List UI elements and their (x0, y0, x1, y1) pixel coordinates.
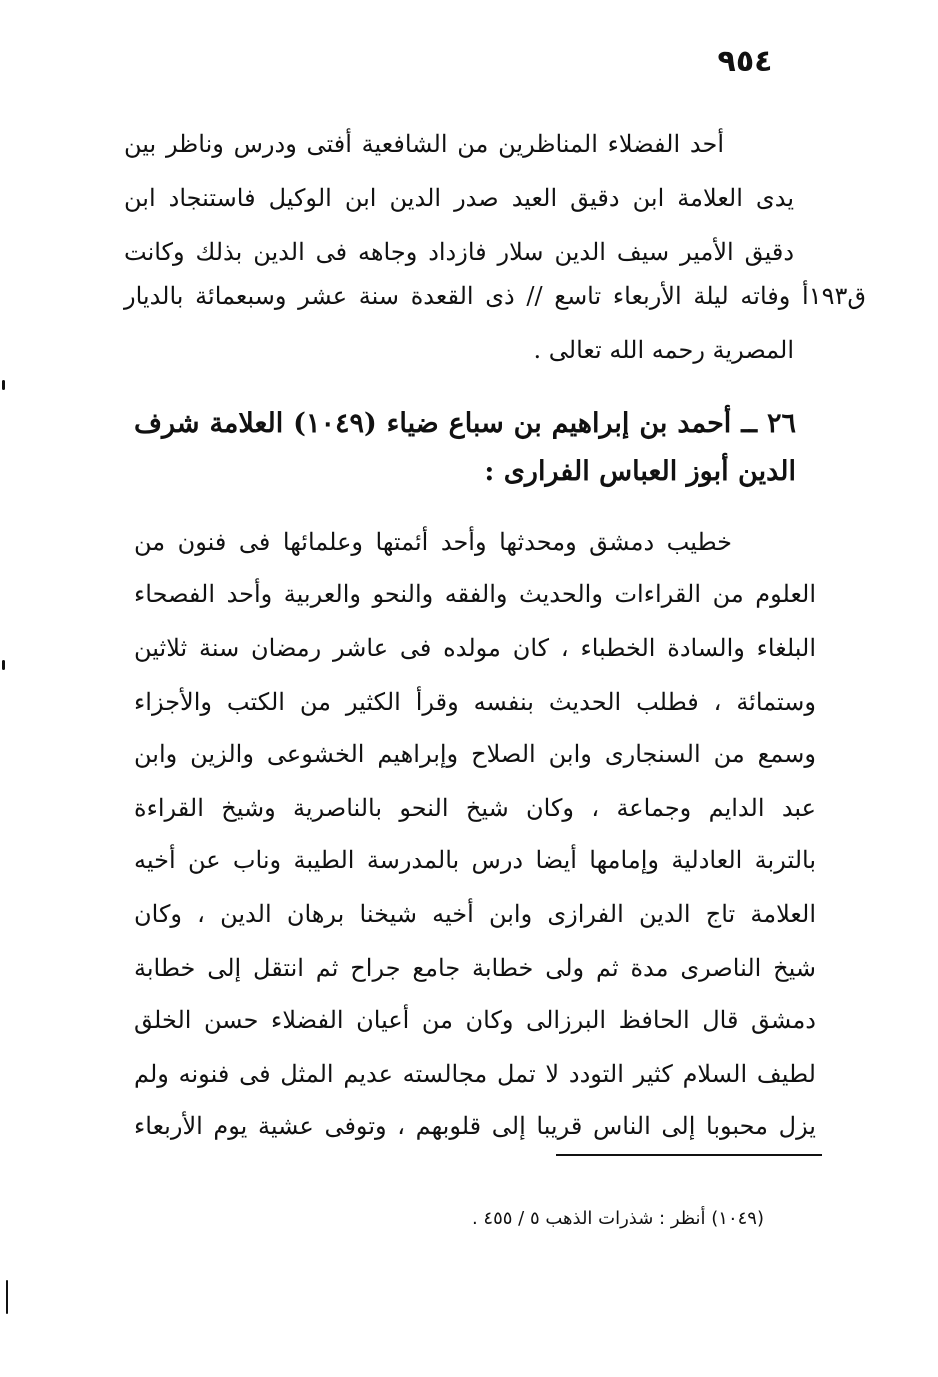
text-line: شيخ الناصرى مدة ثم ولى خطابة جامع جراح ثم انتقل إلى خطابة (134, 954, 816, 982)
text-line: أحد الفضلاء المناظرين من الشافعية أفتى ودرس وناظر بين (124, 130, 724, 158)
margin-mark (2, 660, 5, 670)
text-line: بالتربة العادلية وإمامها أيضا درس بالمدرسة الطيبة وناب عن أخيه (134, 846, 816, 874)
footnote: (١٠٤٩) أنظر : شذرات الذهب ٥ / ٤٥٥ . (471, 1208, 764, 1229)
margin-mark (2, 380, 5, 390)
text-line: وسمع من السنجارى وابن الصلاح وإبراهيم الخشوعى والزين وابن (134, 740, 816, 768)
text-line: وستمائة ، فطلب الحديث بنفسه وقرأ الكثير من الكتب والأجزاء (134, 688, 816, 716)
page-number: ٩٥٤ (717, 44, 773, 79)
footnote-divider (556, 1154, 822, 1156)
text-line: المصرية رحمه الله تعالى . (533, 336, 794, 364)
text-line: يدى العلامة ابن دقيق العيد صدر الدين ابن الوكيل فاستنجاد ابن (124, 184, 794, 212)
text-line: دقيق الأمير سيف الدين سلار فازداد وجاهه فى الدين بذلك وكانت (124, 238, 795, 266)
text-line: خطيب دمشق ومحدثها وأحد أئمتها وعلمائها فى فنون من (134, 528, 732, 556)
text-line: دمشق قال الحافظ البرزالى وكان من أعيان الفضلاء حسن الخلق (134, 1006, 816, 1034)
margin-mark (6, 1280, 8, 1314)
text-line: العلامة تاج الدين الفرازى وابن أخيه شيخنا برهان الدين ، وكان (134, 900, 816, 928)
heading-line: الدين أبوز العباس الفرارى : (484, 456, 796, 487)
text-line: عبد الدايم وجماعة ، وكان شيخ النحو بالناصرية وشيخ القراءة (134, 794, 816, 822)
text-line: يزل محبوبا إلى الناس قريبا إلى قلوبهم ، وتوفى عشية يوم الأربعاء (134, 1112, 816, 1140)
heading-line: ٢٦ ــ أحمد بن إبراهيم بن سباع ضياء (١٠٤٩) العلامة شرف (134, 408, 796, 439)
text-line: ق١٩٣أ وفاته ليلة الأربعاء تاسع // ذى القعدة سنة عشر وسبعمائة بالديار (124, 282, 866, 310)
text-line: العلوم من القراءات والحديث والفقه والنحو والعربية وأحد الفصحاء (134, 580, 816, 608)
text-line: لطيف السلام كثير التودد لا تمل مجالسته عديم المثل فى فنونه ولم (134, 1060, 816, 1088)
text-line: البلغاء والسادة الخطباء ، كان مولده فى عاشر رمضان سنة ثلاثين (134, 634, 816, 662)
